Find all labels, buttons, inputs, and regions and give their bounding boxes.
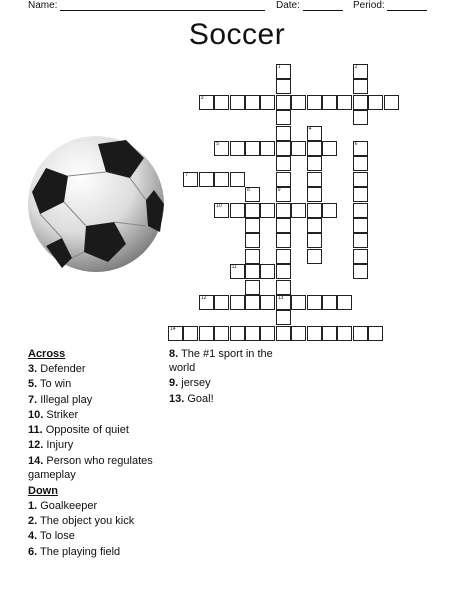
crossword-cell[interactable] — [276, 95, 291, 110]
crossword-cell[interactable] — [276, 233, 291, 248]
clue-across-14: 14. Person who regulates gameplay — [28, 454, 153, 481]
soccer-ball-image — [26, 134, 166, 274]
crossword-cell[interactable] — [353, 326, 368, 341]
crossword-cell[interactable] — [353, 79, 368, 94]
crossword-cell[interactable] — [353, 218, 368, 233]
crossword-cell[interactable] — [245, 95, 260, 110]
crossword-cell[interactable] — [214, 295, 229, 310]
crossword-cell[interactable] — [307, 295, 322, 310]
down-heading: Down — [28, 484, 58, 497]
crossword-cell[interactable] — [307, 141, 322, 156]
clues-column-right — [169, 347, 294, 407]
crossword-cell[interactable] — [291, 95, 306, 110]
crossword-cell[interactable] — [245, 280, 260, 295]
crossword-cell[interactable] — [307, 172, 322, 187]
crossword-cell[interactable] — [353, 264, 368, 279]
crossword-cell[interactable] — [307, 218, 322, 233]
clue-across-10: 10. Striker — [28, 408, 79, 421]
crossword-cell[interactable] — [276, 64, 291, 79]
crossword-cell[interactable] — [276, 110, 291, 125]
clue-down-9: 9. jersey — [169, 377, 211, 390]
clue-across-12: 12. Injury — [28, 439, 74, 452]
clue-down-8: 8. The #1 sport in the world — [169, 348, 273, 374]
worksheet-header — [0, 0, 474, 12]
crossword-cell[interactable] — [230, 264, 245, 279]
crossword-cell[interactable] — [245, 233, 260, 248]
crossword-cell[interactable] — [260, 264, 275, 279]
crossword-cell[interactable] — [276, 249, 291, 264]
crossword-cell[interactable] — [245, 141, 260, 156]
crossword-cell[interactable] — [368, 326, 383, 341]
crossword-cell[interactable] — [276, 218, 291, 233]
crossword-cell[interactable] — [230, 203, 245, 218]
clue-number-10: 10 — [216, 202, 222, 209]
page-title: Soccer — [188, 18, 286, 51]
clue-number-7: 7 — [185, 171, 189, 178]
crossword-cell[interactable] — [307, 187, 322, 202]
crossword-cell[interactable] — [307, 156, 322, 171]
crossword-cell[interactable] — [214, 95, 229, 110]
clue-down-2: 2. The object you kick — [28, 515, 135, 528]
crossword-cell[interactable] — [245, 249, 260, 264]
crossword-cell[interactable] — [291, 141, 306, 156]
crossword-cell[interactable] — [199, 295, 214, 310]
crossword-cell[interactable] — [276, 310, 291, 325]
date-label: Date: — [276, 0, 300, 11]
crossword-cell[interactable] — [322, 326, 337, 341]
crossword-cell[interactable] — [353, 172, 368, 187]
crossword-cell[interactable] — [199, 172, 214, 187]
crossword-cell[interactable] — [353, 64, 368, 79]
crossword-cell[interactable] — [245, 218, 260, 233]
clue-number-14: 14 — [170, 325, 176, 332]
crossword-cell[interactable] — [245, 203, 260, 218]
crossword-cell[interactable] — [260, 295, 275, 310]
date-blank[interactable] — [303, 2, 343, 11]
crossword-cell[interactable] — [276, 187, 291, 202]
clue-number-1: 1 — [277, 64, 281, 70]
crossword-cell[interactable] — [276, 295, 291, 310]
name-field[interactable] — [28, 0, 265, 11]
crossword-cell[interactable] — [260, 95, 275, 110]
crossword-cell[interactable] — [353, 156, 368, 171]
clue-number-13: 13 — [277, 295, 284, 301]
crossword-cell[interactable] — [322, 295, 337, 310]
crossword-cell[interactable] — [276, 203, 291, 218]
crossword-cell[interactable] — [199, 95, 214, 110]
crossword-cell[interactable] — [245, 187, 260, 202]
clue-number-4: 4 — [308, 125, 312, 132]
clue-across-11: 11. Opposite of quiet — [28, 424, 129, 437]
crossword-cell[interactable] — [353, 249, 368, 264]
crossword-cell[interactable] — [353, 141, 368, 156]
crossword-cell[interactable] — [322, 203, 337, 218]
crossword-cell[interactable] — [291, 326, 306, 341]
crossword-cell[interactable] — [214, 172, 229, 187]
period-blank[interactable] — [387, 2, 427, 11]
date-field[interactable] — [276, 0, 343, 11]
crossword-cell[interactable] — [307, 233, 322, 248]
across-heading: Across — [28, 348, 66, 360]
crossword-cell[interactable] — [168, 326, 183, 341]
crossword-cell[interactable] — [276, 141, 291, 156]
crossword-cell[interactable] — [322, 95, 337, 110]
clue-number-9: 9 — [277, 187, 281, 194]
clue-down-6: 6. The playing field — [28, 545, 121, 558]
crossword-cell[interactable] — [276, 326, 291, 341]
crossword-cell[interactable] — [245, 326, 260, 341]
crossword-cell[interactable] — [353, 110, 368, 125]
crossword-cell[interactable] — [322, 141, 337, 156]
crossword-cell[interactable] — [199, 326, 214, 341]
crossword-cell[interactable] — [245, 264, 260, 279]
crossword-cell[interactable] — [307, 249, 322, 264]
crossword-cell[interactable] — [337, 326, 352, 341]
crossword-cell[interactable] — [230, 95, 245, 110]
crossword-cell[interactable] — [276, 172, 291, 187]
clue-across-7: 7. Illegal play — [28, 393, 93, 406]
crossword-cell[interactable] — [291, 295, 306, 310]
crossword-cell[interactable] — [230, 172, 245, 187]
clue-down-1: 1. Goalkeeper — [28, 499, 98, 512]
crossword-cell[interactable] — [307, 95, 322, 110]
clue-number-6: 6 — [354, 141, 358, 147]
clue-number-11: 11 — [231, 264, 237, 271]
clue-across-3: 3. Defender — [28, 363, 86, 375]
period-field[interactable] — [353, 0, 427, 11]
crossword-cell[interactable] — [353, 203, 368, 218]
clue-number-3: 3 — [200, 94, 204, 101]
clues-column-left — [28, 347, 168, 560]
crossword-cell[interactable] — [384, 95, 399, 110]
crossword-cell[interactable] — [353, 95, 368, 110]
crossword-cell[interactable] — [307, 203, 322, 218]
crossword-cell[interactable] — [276, 79, 291, 94]
crossword-cell[interactable] — [260, 203, 275, 218]
clue-number-5: 5 — [216, 141, 219, 147]
name-blank[interactable] — [60, 2, 265, 11]
crossword-cell[interactable] — [353, 187, 368, 202]
crossword-cell[interactable] — [276, 264, 291, 279]
crossword-cell[interactable] — [307, 126, 322, 141]
crossword-cell[interactable] — [230, 295, 245, 310]
crossword-cell[interactable] — [245, 295, 260, 310]
period-label: Period: — [353, 0, 385, 11]
crossword-cell[interactable] — [337, 95, 352, 110]
name-label: Name: — [28, 0, 58, 11]
crossword-cell[interactable] — [214, 326, 229, 341]
crossword-cell[interactable] — [368, 95, 383, 110]
clue-across-5: 5. To win — [28, 378, 72, 391]
clue-down-13: 13. Goal! — [169, 392, 214, 405]
crossword-cell[interactable] — [183, 326, 198, 341]
clue-number-12: 12 — [200, 295, 207, 301]
crossword-cell[interactable] — [337, 295, 352, 310]
crossword-cell[interactable] — [291, 203, 306, 218]
crossword-cell[interactable] — [230, 326, 245, 341]
clue-number-8: 8 — [247, 187, 250, 194]
crossword-cell[interactable] — [230, 141, 245, 156]
clue-down-4: 4. To lose — [28, 530, 75, 543]
crossword-cell[interactable] — [214, 203, 229, 218]
crossword-cell[interactable] — [260, 326, 275, 341]
crossword-cell[interactable] — [276, 280, 291, 295]
crossword-cell[interactable] — [214, 141, 229, 156]
crossword-cell[interactable] — [183, 172, 198, 187]
crossword-cell[interactable] — [260, 141, 275, 156]
crossword-cell[interactable] — [276, 126, 291, 141]
crossword-cell[interactable] — [353, 233, 368, 248]
clue-number-2: 2 — [354, 64, 358, 70]
crossword-cell[interactable] — [307, 326, 322, 341]
crossword-cell[interactable] — [276, 156, 291, 171]
